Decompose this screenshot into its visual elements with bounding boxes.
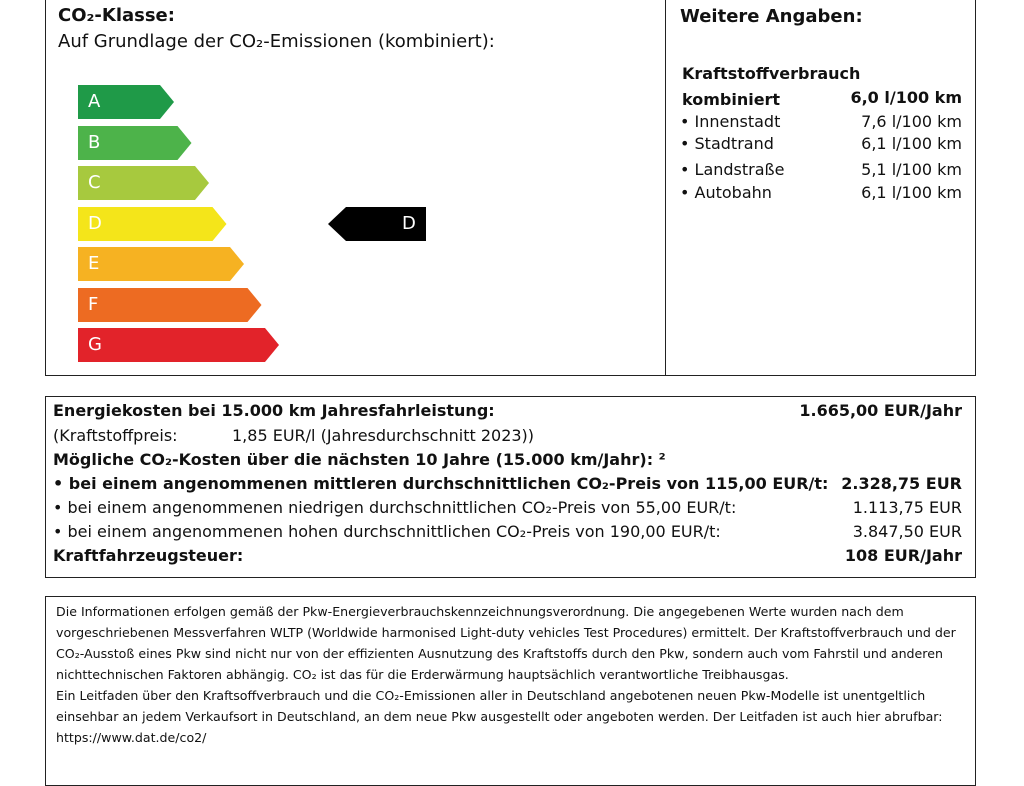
class-bar-c (78, 166, 209, 200)
list-item-value: 7,6 l/100 km (861, 112, 962, 131)
list-item-value: 5,1 l/100 km (861, 160, 962, 179)
energy-costs-value: 1.665,00 EUR/Jahr (799, 401, 962, 420)
vehicle-tax-value: 108 EUR/Jahr (844, 546, 962, 565)
co2-cost-row-label: • bei einem angenommenen niedrigen durchschnittlichen CO₂-Preis von 55,00 EUR/t: (53, 498, 737, 517)
legal-paragraph-2: Ein Leitfaden über den Kraftsoffverbrauch und die CO₂-Emissionen aller in Deutschland angebotenen neuen Pkw-Modelle ist unentgeltlich einsehbar an jedem Verkaufsort in Deutschland, an dem neue Pkw ausgestellt oder angeboten werden. Der Leitfaden ist auch hier abrufbar: https://www.dat.de/co2/ (56, 688, 943, 745)
class-bar-letter: G (88, 334, 102, 355)
fuel-consumption-heading: Kraftstoffverbrauch (682, 64, 861, 83)
class-bar-letter: D (88, 212, 102, 234)
list-item-label: • Stadtrand (680, 134, 774, 153)
current-class-letter: D (402, 213, 416, 234)
list-item-label: • Landstraße (680, 160, 785, 179)
legal-paragraph-1: Die Informationen erfolgen gemäß der Pkw-Energieverbrauchskennzeichnungsverordnung. Die angegebenen Werte wurden nach dem vorgeschriebenen Messverfahren WLTP (Worldwide harmonised Light-duty vehicles Test Procedures) ermittelt. Der Kraftstoffverbrauch und der CO₂-Ausstoß eines Pkw sind nicht nur von der effizienten Ausnutzung des Kraftstoffs durch den Pkw, sondern auch vom Fahrstil und anderen nichttechnischen Faktoren abhängig. CO₂ ist das für die Erderwärmung hauptsächlich verantwortliche Treibhausgas. (56, 604, 956, 682)
vehicle-tax-label: Kraftfahrzeugsteuer: (53, 546, 244, 565)
co2-cost-row-label: • bei einem angenommenen hohen durchschnittlichen CO₂-Preis von 190,00 EUR/t: (53, 522, 721, 541)
combined-label: kombiniert (682, 90, 781, 109)
co2-cost-row-value: 2.328,75 EUR (841, 474, 962, 493)
class-bar-shape (78, 247, 244, 281)
list-item-label: • Autobahn (680, 183, 772, 202)
class-bar-shape (78, 328, 279, 362)
class-bar-letter: E (88, 253, 100, 274)
class-bar-g (78, 328, 279, 362)
class-bar-a (78, 85, 174, 119)
class-bar-letter: B (88, 131, 101, 153)
co2-cost-row-label: • bei einem angenommenen mittleren durchschnittlichen CO₂-Preis von 115,00 EUR/t: (53, 474, 829, 493)
fuel-price-label: (Kraftstoffpreis: (53, 426, 178, 445)
class-bar-b (78, 126, 192, 160)
class-bar-shape (78, 288, 262, 322)
class-bar-letter: A (88, 91, 101, 112)
class-bar-f (78, 288, 262, 322)
class-bar-e (78, 247, 244, 281)
more-info-title: Weitere Angaben: (680, 6, 863, 27)
co2-class-title: CO₂-Klasse: (58, 5, 175, 26)
legal-information (56, 601, 961, 748)
fuel-price-value: 1,85 EUR/l (Jahresdurchschnitt 2023)) (232, 426, 535, 445)
class-bar-d (78, 207, 227, 241)
class-bar-letter: C (88, 172, 101, 193)
class-bar-letter: F (88, 293, 99, 315)
co2-cost-row-value: 1.113,75 EUR (852, 498, 962, 517)
list-item-value: 6,1 l/100 km (861, 183, 962, 202)
co2-costs-heading: Mögliche CO₂-Kosten über die nächsten 10 Jahre (15.000 km/Jahr): ² (53, 450, 666, 469)
combined-value: 6,0 l/100 km (850, 88, 962, 107)
co2-class-subtitle: Auf Grundlage der CO₂-Emissionen (kombiniert): (58, 31, 495, 52)
list-item-value: 6,1 l/100 km (861, 134, 962, 153)
energy-costs-label: Energiekosten bei 15.000 km Jahresfahrleistung: (53, 401, 495, 420)
co2-cost-row-value: 3.847,50 EUR (852, 522, 962, 541)
list-item-label: • Innenstadt (680, 112, 781, 131)
current-class-marker (328, 207, 426, 241)
